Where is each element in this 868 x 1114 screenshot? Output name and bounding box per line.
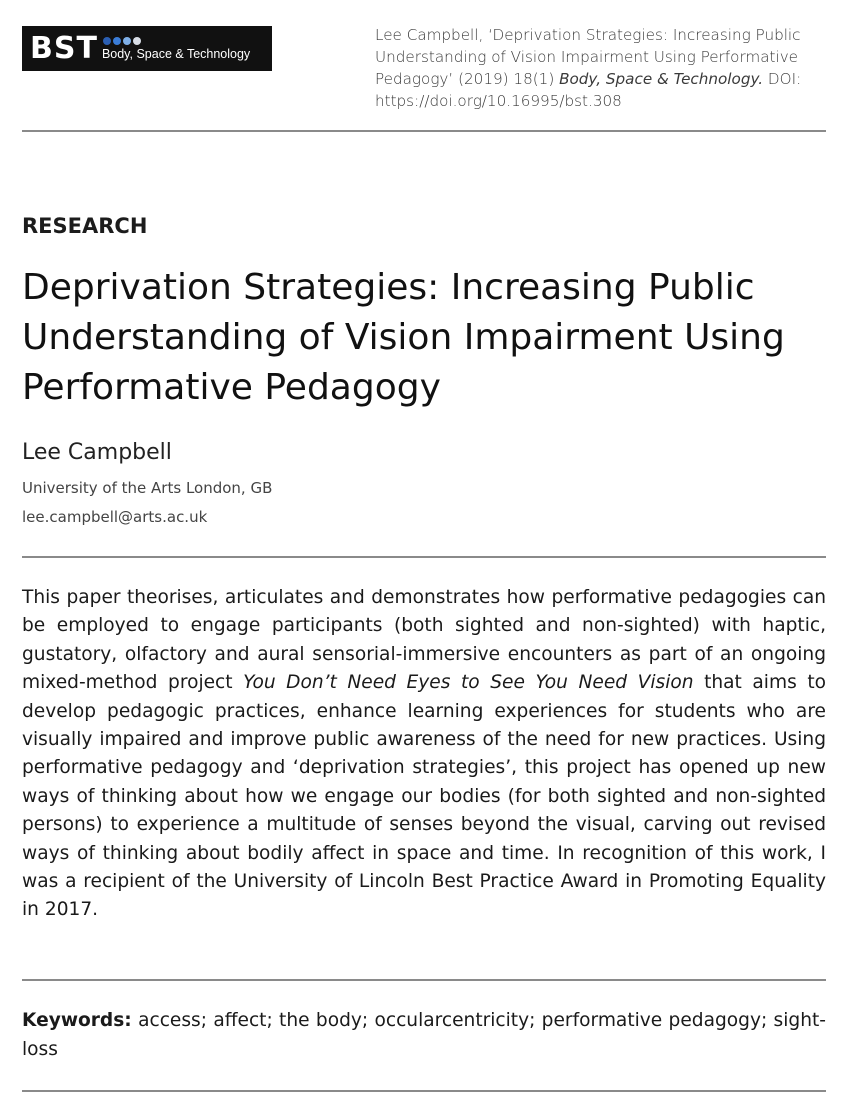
- logo-dots: [103, 37, 250, 45]
- citation-text: Lee Campbell, ‘Deprivation Strategies: Increasing Public Understanding of Vision Impairment Using Performative Pedagogy’ (2019) 18(1): [375, 26, 801, 88]
- logo-dot: [123, 37, 131, 45]
- logo-dot: [113, 37, 121, 45]
- logo-dot: [133, 37, 141, 45]
- abstract-text-continued: that aims to develop pedagogic practices, enhance learning experiences for students who are visually impaired and improve public awareness of the need for new practices. Using performative pedagogy and ‘deprivation strategies’, this project has opened up new ways of thinking about how we engage our bodies (for both sighted and non-sighted persons) to experience a multitude of senses beyond the visual, carving out revised ways of thinking about bodily affect in space and time. In recognition of this work, I was a recipient of the University of Lincoln Best Practice Award in Promoting Equality in 2017.: [22, 672, 826, 921]
- logo-mark: BST: [30, 30, 98, 66]
- article-title: Deprivation Strategies: Increasing Public Understanding of Vision Impairment Using Performative Pedagogy: [22, 267, 785, 408]
- citation: [375, 24, 835, 112]
- logo-tagline: Body, Space & Technology: [101, 46, 251, 61]
- logo-dot: [103, 37, 111, 45]
- section-label: RESEARCH: [22, 214, 148, 238]
- citation-doi[interactable]: DOI: https://doi.org/10.16995/bst.308: [375, 70, 802, 110]
- keywords-label: Keywords:: [22, 1010, 132, 1031]
- author-name: Lee Campbell: [22, 440, 172, 465]
- journal-logo: [22, 26, 272, 71]
- abstract-divider: [22, 979, 826, 981]
- footer-divider: [22, 1090, 826, 1092]
- project-title: You Don’t Need Eyes to See You Need Vision: [243, 672, 694, 694]
- author-affiliation: University of the Arts London, GB: [22, 479, 273, 497]
- author-divider: [22, 556, 826, 558]
- abstract-text: This paper theorises, articulates and demonstrates how performative pedagogies can be employed to engage participants (both sighted and non-sighted) with haptic, gustatory, olfactory and aural sensorial-immersive encounters as part of an ongoing mixed-method project: [22, 587, 826, 694]
- keywords: [22, 1006, 826, 1064]
- header-divider: [22, 130, 826, 132]
- keywords-list: access; affect; the body; occularcentricity; performative pedagogy; sight-loss: [22, 1010, 826, 1060]
- citation-journal: Body, Space & Technology.: [559, 70, 764, 88]
- author-email[interactable]: lee.campbell@arts.ac.uk: [22, 508, 208, 526]
- logo-right: [102, 37, 250, 61]
- abstract: [22, 584, 826, 925]
